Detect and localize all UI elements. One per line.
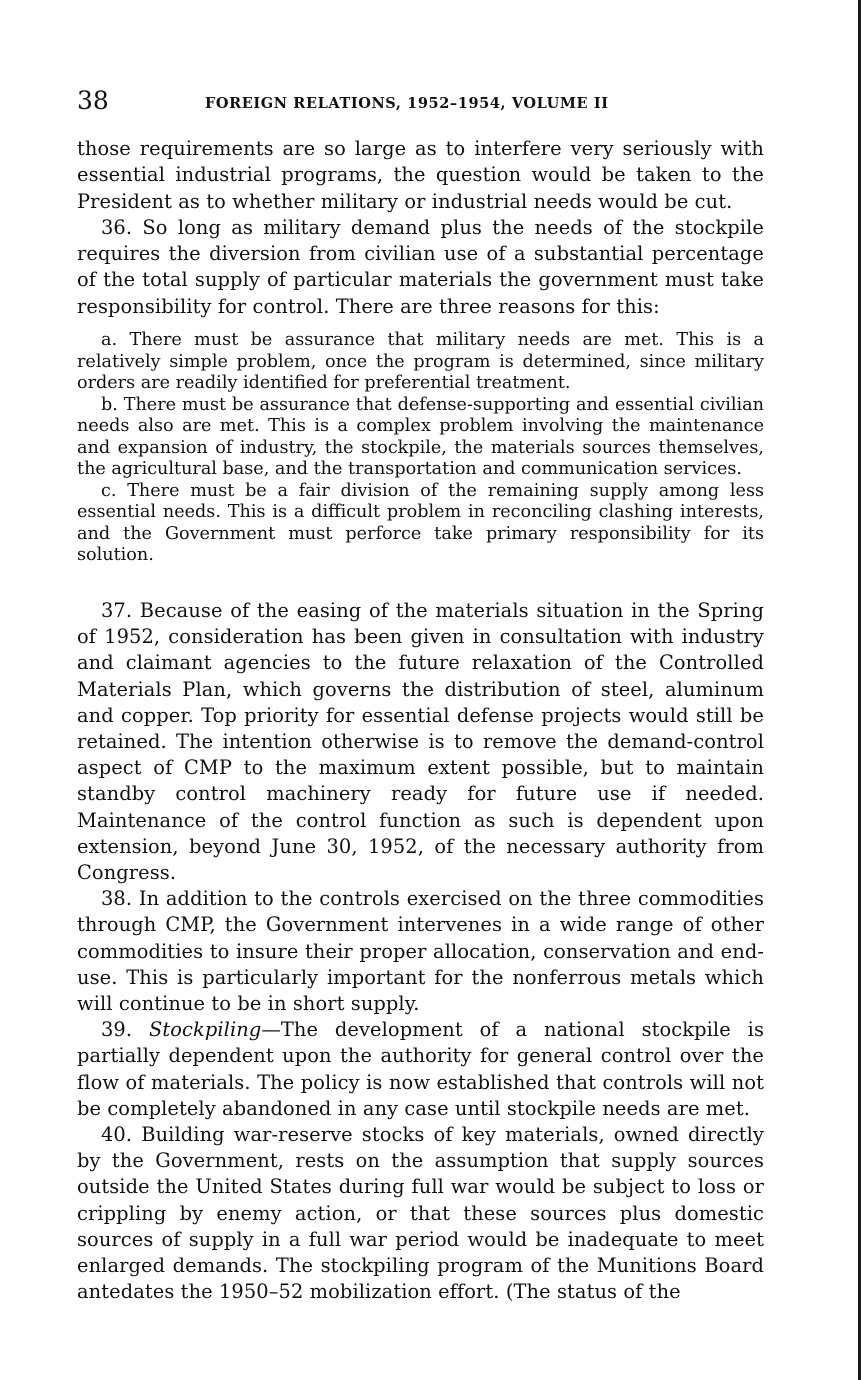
paragraph-39 xyxy=(77,1017,764,1122)
reason-b: b. There must be assurance that defense-supporting and essential civilian needs also are met. This is a complex problem involving the maintenance and expansion of industry, the stockpile, the materials sources themselves, the agricultural base, and the transportation and communication services. xyxy=(77,394,764,479)
paragraph-40: 40. Building war-reserve stocks of key materials, owned directly by the Government, rests on the assumption that supply sources outside the United States during full war would be subject to loss or crippling by enemy action, or that these sources plus domestic sources of supply in a full war period would be inadequate to meet enlarged demands. The stockpiling program of the Munitions Board antedates the 1950–52 mobilization effort. (The status of the xyxy=(77,1123,764,1304)
reason-a: a. There must be assurance that military needs are met. This is a relatively simple problem, once the program is determined, since military orders are readily identified for preferential treatment. xyxy=(77,330,764,393)
running-title: FOREIGN RELATIONS, 1952–1954, VOLUME II xyxy=(205,95,609,112)
lower-text-block xyxy=(77,598,764,1305)
paragraph-38: 38. In addition to the controls exercised on the three commodities through CMP, the Government intervenes in a wide range of other commodities to insure their proper allocation, conservation and end-use. This is particularly important for the nonferrous metals which will continue to be in short supply. xyxy=(77,887,764,1016)
page-number: 38 xyxy=(77,86,109,115)
reason-c: c. There must be a fair division of the remaining supply among less essential needs. This is a difficult problem in reconciling clashing interests, and the Government must perforce take primary responsibility for its solution. xyxy=(77,480,764,565)
paragraph-36: 36. So long as military demand plus the needs of the stockpile requires the diversion from civilian use of a substantial percentage of the total supply of particular materials the government must take responsibility for control. There are three reasons for this: xyxy=(77,215,764,318)
paragraph-continuation: those requirements are so large as to interfere very seriously with essential industrial programs, the question would be taken to the President as to whether military or industrial needs would be cut. xyxy=(77,137,764,213)
reasons-block xyxy=(77,330,764,567)
paragraph-39-heading: Stockpiling xyxy=(148,1018,262,1042)
paragraph-37: 37. Because of the easing of the materials situation in the Spring of 1952, consideration has been given in consultation with industry and claimant agencies to the future relaxation of the Controlled Materials Plan, which governs the distribution of steel, aluminum and copper. Top priority for essential defense projects would still be retained. The intention otherwise is to remove the demand-control aspect of CMP to the maximum extent possible, but to maintain standby control machinery ready for future use if needed. Maintenance of the control function as such is dependent upon extension, beyond June 30, 1952, of the necessary authority from Congress. xyxy=(77,599,764,885)
paragraph-39-text: —The development of a national stockpile is partially dependent upon the authority for general control over the flow of materials. The policy is now established that controls will not be completely abandoned in any case until stockpile needs are met. xyxy=(77,1018,764,1120)
upper-text-block xyxy=(77,136,764,320)
paragraph-39-number: 39. xyxy=(101,1018,133,1042)
